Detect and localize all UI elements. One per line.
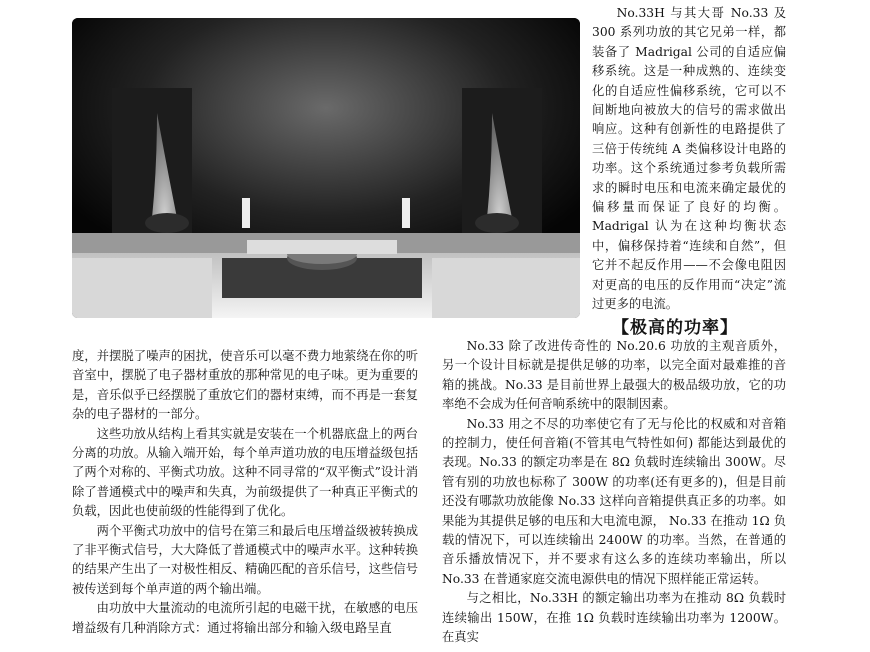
amplifier-photo: [72, 18, 580, 318]
right-top-text: [592, 4, 786, 315]
paragraph: 度，并摆脱了噪声的困扰，使音乐可以毫不费力地萦绕在你的听音室中，摆脱了电子器材重放的那种常见的电子味。更为重要的是，音乐似乎已经摆脱了重放它们的器材束缚，而不再是一套复杂的电子器材的一部分。: [72, 349, 418, 422]
paragraph: No.33H 与其大哥 No.33 及300 系列功放的其它兄弟一样，都装备了 Madrigal 公司的自适应偏移系统。这是一种成熟的、连续变化的自适应性偏移系统，它可以不间断地向被放大的信号的需求做出响应。这种有创新性的电路提供了三倍于传统纯 A 类偏移设计电路的功率。这个系统通过参考负载所需求的瞬时电压和电流来确定最优的偏移量而保证了良好的均衡。Madrigal 认为在这种均衡状态中，偏移保持着“连续和自然”，但它并不起反作用——不会像电阻因对更高的电压的反作用而“决定”流过更多的电流。: [592, 6, 786, 312]
paragraph: 与之相比，No.33H 的额定输出功率为在推动 8Ω 负载时连续输出 150W，在推 1Ω 负载时连续输出功率为 1200W。在真实: [442, 591, 786, 645]
page-margin: [828, 0, 870, 652]
paragraph: 由功放中大量流动的电流所引起的电磁干扰，在敏感的电压增益级有几种消除方式：通过将输出部分和输入级电路呈直: [72, 601, 418, 635]
section-heading: 【极高的功率】: [612, 318, 738, 338]
paragraph: No.33 除了改进传奇性的 No.20.6 功放的主观音质外，另一个设计目标就是提供足够的功率，以完全面对最难推的音箱的挑战。No.33 是目前世界上最强大的极品级功放，它的功率绝不会成为任何音响系统中的限制因素。: [442, 339, 786, 412]
paragraph: 这些功放从结构上看其实就是安装在一个机器底盘上的两台分离的功放。从输入端开始，每个单声道功放的电压增益级包括了两个对称的、平衡式功放。这种不同寻常的“双平衡式”设计消除了普通模式中的噪声和失真，为前级提供了一种真正平衡式的负载，因此也使前级的性能得到了优化。: [72, 426, 418, 519]
amplifier-photo-illustration: [72, 18, 580, 318]
paragraph: No.33 用之不尽的功率使它有了无与伦比的权威和对音箱的控制力，使任何音箱(不管其电气特性如何) 都能达到最优的表现。No.33 的额定功率是在 8Ω 负载时连续输出 300W。尽管有别的功放也标称了 300W 的功率(还有更多的)，但是目前还没有哪款功放能像 No.33 这样向音箱提供真正多的功率。如果能为其提供足够的电压和大电流电源， No.33 在推动 1Ω 负载的情况下，可以连续输出 2400W 的功率。当然，在普通的音乐播放情况下，并不要求有这么多的连续功率输出，所以 No.33 在普通家庭交流电源供电的情况下照样能正常运转。: [442, 416, 786, 586]
left-column: [72, 347, 418, 638]
right-column: [442, 337, 786, 648]
paragraph: 两个平衡式功放中的信号在第三和最后电压增益级被转换成了非平衡式信号，大大降低了普通模式中的噪声水平。这种转换的结果产生出了一对极性相反、精确匹配的音乐信号，这些信号被传送到每个单声道的两个输出端。: [72, 523, 418, 596]
